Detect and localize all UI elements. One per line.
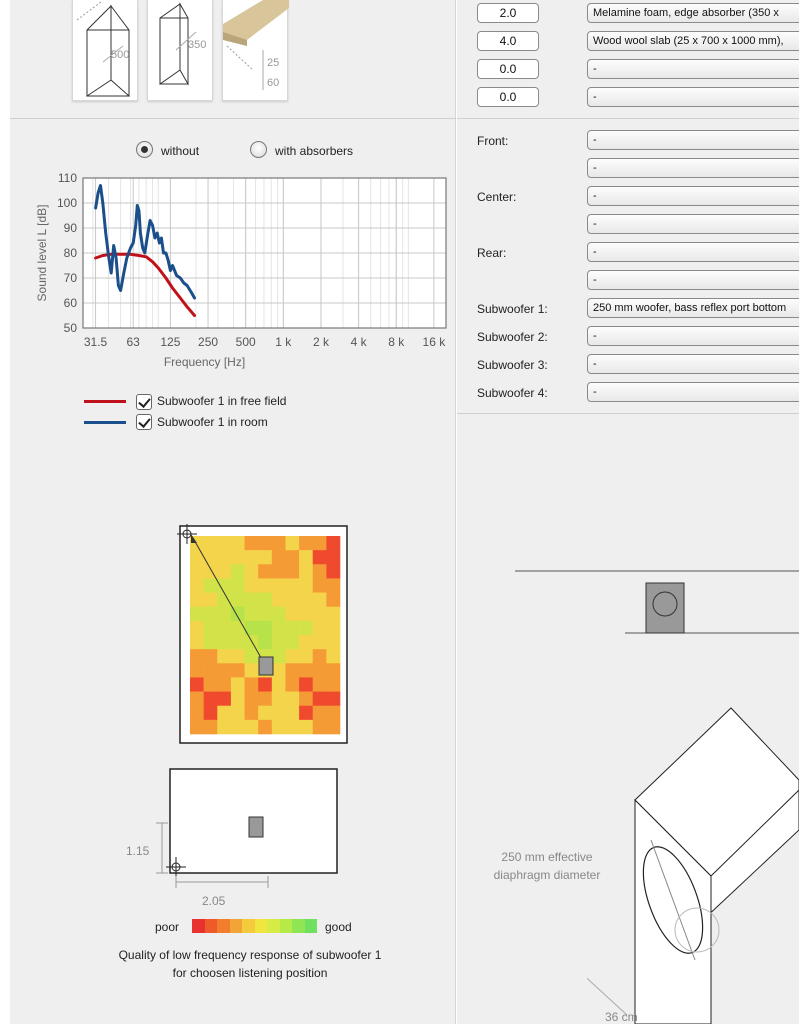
diaphragm-line1: 250 mm effective: [501, 850, 593, 864]
radio-with-label: with absorbers: [275, 144, 354, 158]
heatmap-cell[interactable]: [190, 550, 204, 564]
heatmap-cell[interactable]: [204, 720, 218, 734]
heatmap-cell[interactable]: [217, 607, 231, 621]
heatmap-cell[interactable]: [245, 649, 259, 663]
heatmap-cell[interactable]: [272, 607, 286, 621]
heatmap-cell[interactable]: [204, 550, 218, 564]
heatmap-cell[interactable]: [326, 621, 340, 635]
heatmap-cell[interactable]: [231, 706, 245, 720]
heatmap-cell[interactable]: [231, 578, 245, 592]
heatmap-cell[interactable]: [326, 635, 340, 649]
absorber-qty-input-2[interactable]: 4.0: [477, 31, 539, 51]
scale-swatch: [280, 919, 293, 933]
quality-caption-line2: for choosen listening position: [172, 966, 328, 980]
heatmap-cell[interactable]: [217, 578, 231, 592]
heatmap-cell[interactable]: [231, 536, 245, 550]
subwoofer-3-select[interactable]: -: [587, 354, 799, 374]
heatmap-cell[interactable]: [285, 564, 299, 578]
heatmap-cell[interactable]: [313, 692, 327, 706]
scale-swatch: [267, 919, 280, 933]
subwoofer-2-select[interactable]: -: [587, 326, 799, 346]
rear-label: Rear:: [477, 246, 507, 260]
heatmap-cell[interactable]: [258, 607, 272, 621]
heatmap-cell[interactable]: [313, 593, 327, 607]
heatmap-cell[interactable]: [272, 564, 286, 578]
heatmap-cell[interactable]: [272, 593, 286, 607]
absorber-card-slab[interactable]: [222, 0, 288, 101]
absorber-card-edge-2[interactable]: [147, 0, 213, 101]
heatmap-cell[interactable]: [326, 720, 340, 734]
heatmap-cell[interactable]: [258, 720, 272, 734]
absorber-type-select-3[interactable]: -: [587, 59, 799, 79]
heatmap-cell[interactable]: [204, 635, 218, 649]
heatmap-cell[interactable]: [326, 663, 340, 677]
heatmap-cell[interactable]: [231, 649, 245, 663]
heatmap-cell[interactable]: [258, 706, 272, 720]
heatmap-cell[interactable]: [285, 621, 299, 635]
heatmap-cell[interactable]: [217, 692, 231, 706]
heatmap-cell[interactable]: [285, 649, 299, 663]
heatmap-cell[interactable]: [313, 649, 327, 663]
heatmap-cell[interactable]: [285, 692, 299, 706]
scale-swatch: [305, 919, 318, 933]
center-select-1[interactable]: -: [587, 186, 799, 206]
heatmap-cell[interactable]: [190, 720, 204, 734]
heatmap-cell[interactable]: [231, 635, 245, 649]
x-tick-label: 2 k: [312, 335, 329, 349]
heatmap-cell[interactable]: [217, 663, 231, 677]
scale-swatch: [192, 919, 205, 933]
heatmap-cell[interactable]: [272, 536, 286, 550]
x-tick-label: 250: [198, 335, 219, 349]
subwoofer-3-label: Subwoofer 3:: [477, 358, 548, 372]
divider: [457, 413, 799, 414]
rear-select-1[interactable]: -: [587, 242, 799, 262]
heatmap-cell[interactable]: [204, 706, 218, 720]
y-tick-label: 60: [63, 296, 77, 310]
legend-free-field-label: Subwoofer 1 in free field: [157, 394, 287, 408]
heatmap-cell[interactable]: [299, 635, 313, 649]
heatmap-cell[interactable]: [313, 663, 327, 677]
heatmap-cell[interactable]: [245, 635, 259, 649]
heatmap-cell[interactable]: [326, 550, 340, 564]
triangular-absorber-icon: [73, 0, 139, 101]
heatmap-cell[interactable]: [204, 607, 218, 621]
heatmap-cell[interactable]: [272, 578, 286, 592]
heatmap-cell[interactable]: [190, 607, 204, 621]
heatmap-cell[interactable]: [326, 692, 340, 706]
heatmap-cell[interactable]: [204, 677, 218, 691]
heatmap-cell[interactable]: [231, 593, 245, 607]
heatmap-cell[interactable]: [313, 720, 327, 734]
radio-without-label: without: [161, 144, 200, 158]
heatmap-cell[interactable]: [217, 649, 231, 663]
heatmap-cell[interactable]: [204, 649, 218, 663]
heatmap-cell[interactable]: [258, 550, 272, 564]
y-tick-label: 90: [63, 221, 77, 235]
heatmap-cell[interactable]: [313, 635, 327, 649]
heatmap-cell[interactable]: [258, 692, 272, 706]
heatmap-cell[interactable]: [285, 635, 299, 649]
scale-swatch: [205, 919, 218, 933]
subwoofer-box-icon: [646, 583, 684, 633]
front-label: Front:: [477, 134, 509, 148]
heatmap-cell[interactable]: [313, 706, 327, 720]
subwoofer-placement-view: [457, 560, 799, 650]
heatmap-cell[interactable]: [245, 706, 259, 720]
heatmap-cell[interactable]: [190, 635, 204, 649]
front-select-2[interactable]: -: [587, 158, 799, 178]
subwoofer-1-label: Subwoofer 1:: [477, 302, 548, 316]
heatmap-cell[interactable]: [272, 663, 286, 677]
right-panel: [457, 0, 799, 1024]
heatmap-cell[interactable]: [245, 720, 259, 734]
heatmap-cell[interactable]: [326, 593, 340, 607]
absorber-dim-a: 25: [267, 57, 280, 69]
heatmap-cell[interactable]: [326, 649, 340, 663]
scale-swatch: [292, 919, 305, 933]
heatmap-cell[interactable]: [245, 593, 259, 607]
heatmap-cell[interactable]: [326, 607, 340, 621]
heatmap-cell[interactable]: [313, 578, 327, 592]
heatmap-cell[interactable]: [258, 536, 272, 550]
subwoofer-4-select[interactable]: -: [587, 382, 799, 402]
heatmap-cell[interactable]: [272, 649, 286, 663]
heatmap-cell[interactable]: [299, 663, 313, 677]
y-tick-label: 110: [57, 171, 77, 185]
absorber-qty-input-3[interactable]: 0.0: [477, 59, 539, 79]
heatmap-cell[interactable]: [313, 621, 327, 635]
heatmap-cell[interactable]: [217, 706, 231, 720]
heatmap-cell[interactable]: [299, 607, 313, 621]
heatmap-cell[interactable]: [204, 593, 218, 607]
heatmap-cell[interactable]: [299, 536, 313, 550]
heatmap-cell[interactable]: [285, 593, 299, 607]
heatmap-cell[interactable]: [272, 677, 286, 691]
heatmap-cell[interactable]: [245, 677, 259, 691]
diaphragm-line2: diaphragm diameter: [493, 868, 601, 882]
absorber-type-select-1[interactable]: Melamine foam, edge absorber (350 x: [587, 3, 799, 23]
heatmap-cell[interactable]: [313, 564, 327, 578]
heatmap-cell[interactable]: [272, 635, 286, 649]
heatmap-cell[interactable]: [313, 550, 327, 564]
absorber-qty-input-4[interactable]: 0.0: [477, 87, 539, 107]
subwoofer-2-label: Subwoofer 2:: [477, 330, 548, 344]
heatmap-cell[interactable]: [245, 663, 259, 677]
width-value: 2.05: [202, 894, 226, 908]
heatmap-cell[interactable]: [258, 635, 272, 649]
heatmap-cell[interactable]: [231, 621, 245, 635]
heatmap-cell[interactable]: [245, 536, 259, 550]
absorber-dim-label: 350: [188, 39, 207, 51]
triangular-absorber-icon: [148, 0, 214, 101]
heatmap-cell[interactable]: [258, 677, 272, 691]
rear-select-2[interactable]: -: [587, 270, 799, 290]
subwoofer-4-label: Subwoofer 4:: [477, 386, 548, 400]
subwoofer-marker[interactable]: [249, 817, 263, 837]
room-side-view: [120, 764, 360, 894]
subwoofer-marker[interactable]: [259, 657, 273, 675]
depth-label: 36 cm: [605, 1010, 638, 1024]
divider: [10, 118, 456, 119]
radio-without-absorbers[interactable]: [136, 141, 153, 158]
y-tick-label: 70: [63, 271, 77, 285]
heatmap-cell[interactable]: [299, 578, 313, 592]
heatmap-cell[interactable]: [217, 564, 231, 578]
absorber-card-edge-1[interactable]: [72, 0, 138, 101]
left-panel: [10, 0, 456, 1024]
heatmap-cell[interactable]: [190, 692, 204, 706]
x-tick-label: 16 k: [422, 335, 446, 349]
scale-swatch: [255, 919, 268, 933]
heatmap-cell[interactable]: [326, 706, 340, 720]
heatmap-cell[interactable]: [217, 635, 231, 649]
heatmap-cell[interactable]: [313, 677, 327, 691]
heatmap-cell[interactable]: [217, 550, 231, 564]
heatmap-cell[interactable]: [326, 578, 340, 592]
scale-swatch: [242, 919, 255, 933]
checkbox-free-field[interactable]: [136, 394, 152, 410]
heatmap-cell[interactable]: [245, 564, 259, 578]
heatmap-cell[interactable]: [245, 578, 259, 592]
scale-poor-label: poor: [155, 920, 180, 934]
heatmap-cell[interactable]: [258, 621, 272, 635]
heatmap-cell[interactable]: [204, 564, 218, 578]
heatmap-cell[interactable]: [313, 607, 327, 621]
room-quality-heatmap[interactable]: [160, 518, 350, 750]
legend-room-label: Subwoofer 1 in room: [157, 415, 268, 429]
heatmap-cell[interactable]: [190, 593, 204, 607]
center-select-2[interactable]: -: [587, 214, 799, 234]
heatmap-cell[interactable]: [217, 677, 231, 691]
subwoofer-cabinet-drawing: [587, 700, 799, 1024]
heatmap-cell[interactable]: [245, 692, 259, 706]
heatmap-cell[interactable]: [231, 663, 245, 677]
radio-with-absorbers[interactable]: [250, 141, 267, 158]
heatmap-cell[interactable]: [326, 564, 340, 578]
heatmap-cell[interactable]: [299, 706, 313, 720]
y-tick-label: 50: [63, 321, 77, 335]
heatmap-cell[interactable]: [299, 550, 313, 564]
legend-free-field-swatch: [84, 400, 126, 403]
heatmap-cell[interactable]: [231, 720, 245, 734]
heatmap-cell[interactable]: [326, 677, 340, 691]
divider: [457, 118, 799, 119]
quality-caption-line1: Quality of low frequency response of subwoofer 1: [118, 948, 382, 962]
heatmap-cell[interactable]: [299, 720, 313, 734]
heatmap-cell[interactable]: [272, 706, 286, 720]
heatmap-cell[interactable]: [190, 677, 204, 691]
heatmap-cell[interactable]: [258, 593, 272, 607]
y-tick-label: 80: [63, 246, 77, 260]
heatmap-cell[interactable]: [299, 564, 313, 578]
heatmap-cell[interactable]: [313, 536, 327, 550]
heatmap-cell[interactable]: [190, 706, 204, 720]
absorber-dim-b: 60: [267, 77, 280, 89]
diaphragm-caption: [477, 848, 617, 884]
x-tick-label: 63: [126, 335, 140, 349]
absorber-qty-input-1[interactable]: 2.0: [477, 3, 539, 23]
heatmap-cell[interactable]: [190, 663, 204, 677]
heatmap-cell[interactable]: [272, 692, 286, 706]
height-value: 1.15: [126, 844, 150, 858]
heatmap-cell[interactable]: [299, 692, 313, 706]
front-select-1[interactable]: -: [587, 130, 799, 150]
legend-room-swatch: [84, 421, 126, 424]
absorber-type-select-2[interactable]: Wood wool slab (25 x 700 x 1000 mm),: [587, 31, 799, 51]
heatmap-cell[interactable]: [299, 621, 313, 635]
heatmap-cell[interactable]: [285, 663, 299, 677]
heatmap-cell[interactable]: [190, 564, 204, 578]
heatmap-cell[interactable]: [204, 536, 218, 550]
heatmap-cell[interactable]: [217, 593, 231, 607]
heatmap-cell[interactable]: [190, 621, 204, 635]
x-tick-label: 4 k: [350, 335, 367, 349]
heatmap-cell[interactable]: [299, 593, 313, 607]
x-tick-label: 31.5: [83, 335, 108, 349]
heatmap-cell[interactable]: [204, 621, 218, 635]
heatmap-cell[interactable]: [231, 550, 245, 564]
heatmap-cell[interactable]: [285, 706, 299, 720]
heatmap-cell[interactable]: [272, 550, 286, 564]
y-tick-label: 100: [56, 196, 77, 210]
heatmap-cell[interactable]: [245, 607, 259, 621]
scale-good-label: good: [325, 920, 352, 934]
heatmap-cell[interactable]: [285, 578, 299, 592]
heatmap-cell[interactable]: [231, 564, 245, 578]
scale-swatch: [230, 919, 243, 933]
heatmap-cell[interactable]: [285, 550, 299, 564]
x-tick-label: 1 k: [275, 335, 292, 349]
absorber-type-select-4[interactable]: -: [587, 87, 799, 107]
heatmap-cell[interactable]: [231, 692, 245, 706]
checkbox-room[interactable]: [136, 414, 152, 430]
subwoofer-1-select[interactable]: 250 mm woofer, bass reflex port bottom: [587, 298, 799, 318]
heatmap-cell[interactable]: [285, 677, 299, 691]
heatmap-cell[interactable]: [204, 578, 218, 592]
heatmap-cell[interactable]: [217, 621, 231, 635]
heatmap-cell[interactable]: [217, 720, 231, 734]
heatmap-cell[interactable]: [326, 536, 340, 550]
x-tick-label: 8 k: [388, 335, 405, 349]
heatmap-cell[interactable]: [190, 649, 204, 663]
heatmap-cell[interactable]: [272, 621, 286, 635]
heatmap-cell[interactable]: [231, 677, 245, 691]
heatmap-cell[interactable]: [285, 720, 299, 734]
heatmap-cell[interactable]: [204, 692, 218, 706]
heatmap-cell[interactable]: [285, 607, 299, 621]
x-axis-label: Frequency [Hz]: [163, 355, 246, 369]
heatmap-cell[interactable]: [299, 677, 313, 691]
absorber-dim-label: 500: [111, 49, 130, 61]
center-label: Center:: [477, 190, 517, 204]
heatmap-cell[interactable]: [204, 663, 218, 677]
wood-wool-slab-icon: [223, 0, 289, 101]
x-tick-label: 125: [160, 335, 181, 349]
heatmap-cell[interactable]: [217, 536, 231, 550]
quality-caption: [70, 946, 430, 982]
heatmap-cell[interactable]: [258, 564, 272, 578]
heatmap-cell[interactable]: [299, 649, 313, 663]
heatmap-cell[interactable]: [245, 550, 259, 564]
heatmap-cell[interactable]: [272, 720, 286, 734]
quality-scale-bar: [192, 919, 317, 933]
frequency-response-chart: [20, 168, 450, 372]
y-axis-label: Sound level L [dB]: [35, 204, 49, 302]
heatmap-cell[interactable]: [258, 578, 272, 592]
heatmap-cell[interactable]: [285, 536, 299, 550]
x-tick-label: 500: [235, 335, 256, 349]
heatmap-cell[interactable]: [190, 578, 204, 592]
scale-swatch: [217, 919, 230, 933]
